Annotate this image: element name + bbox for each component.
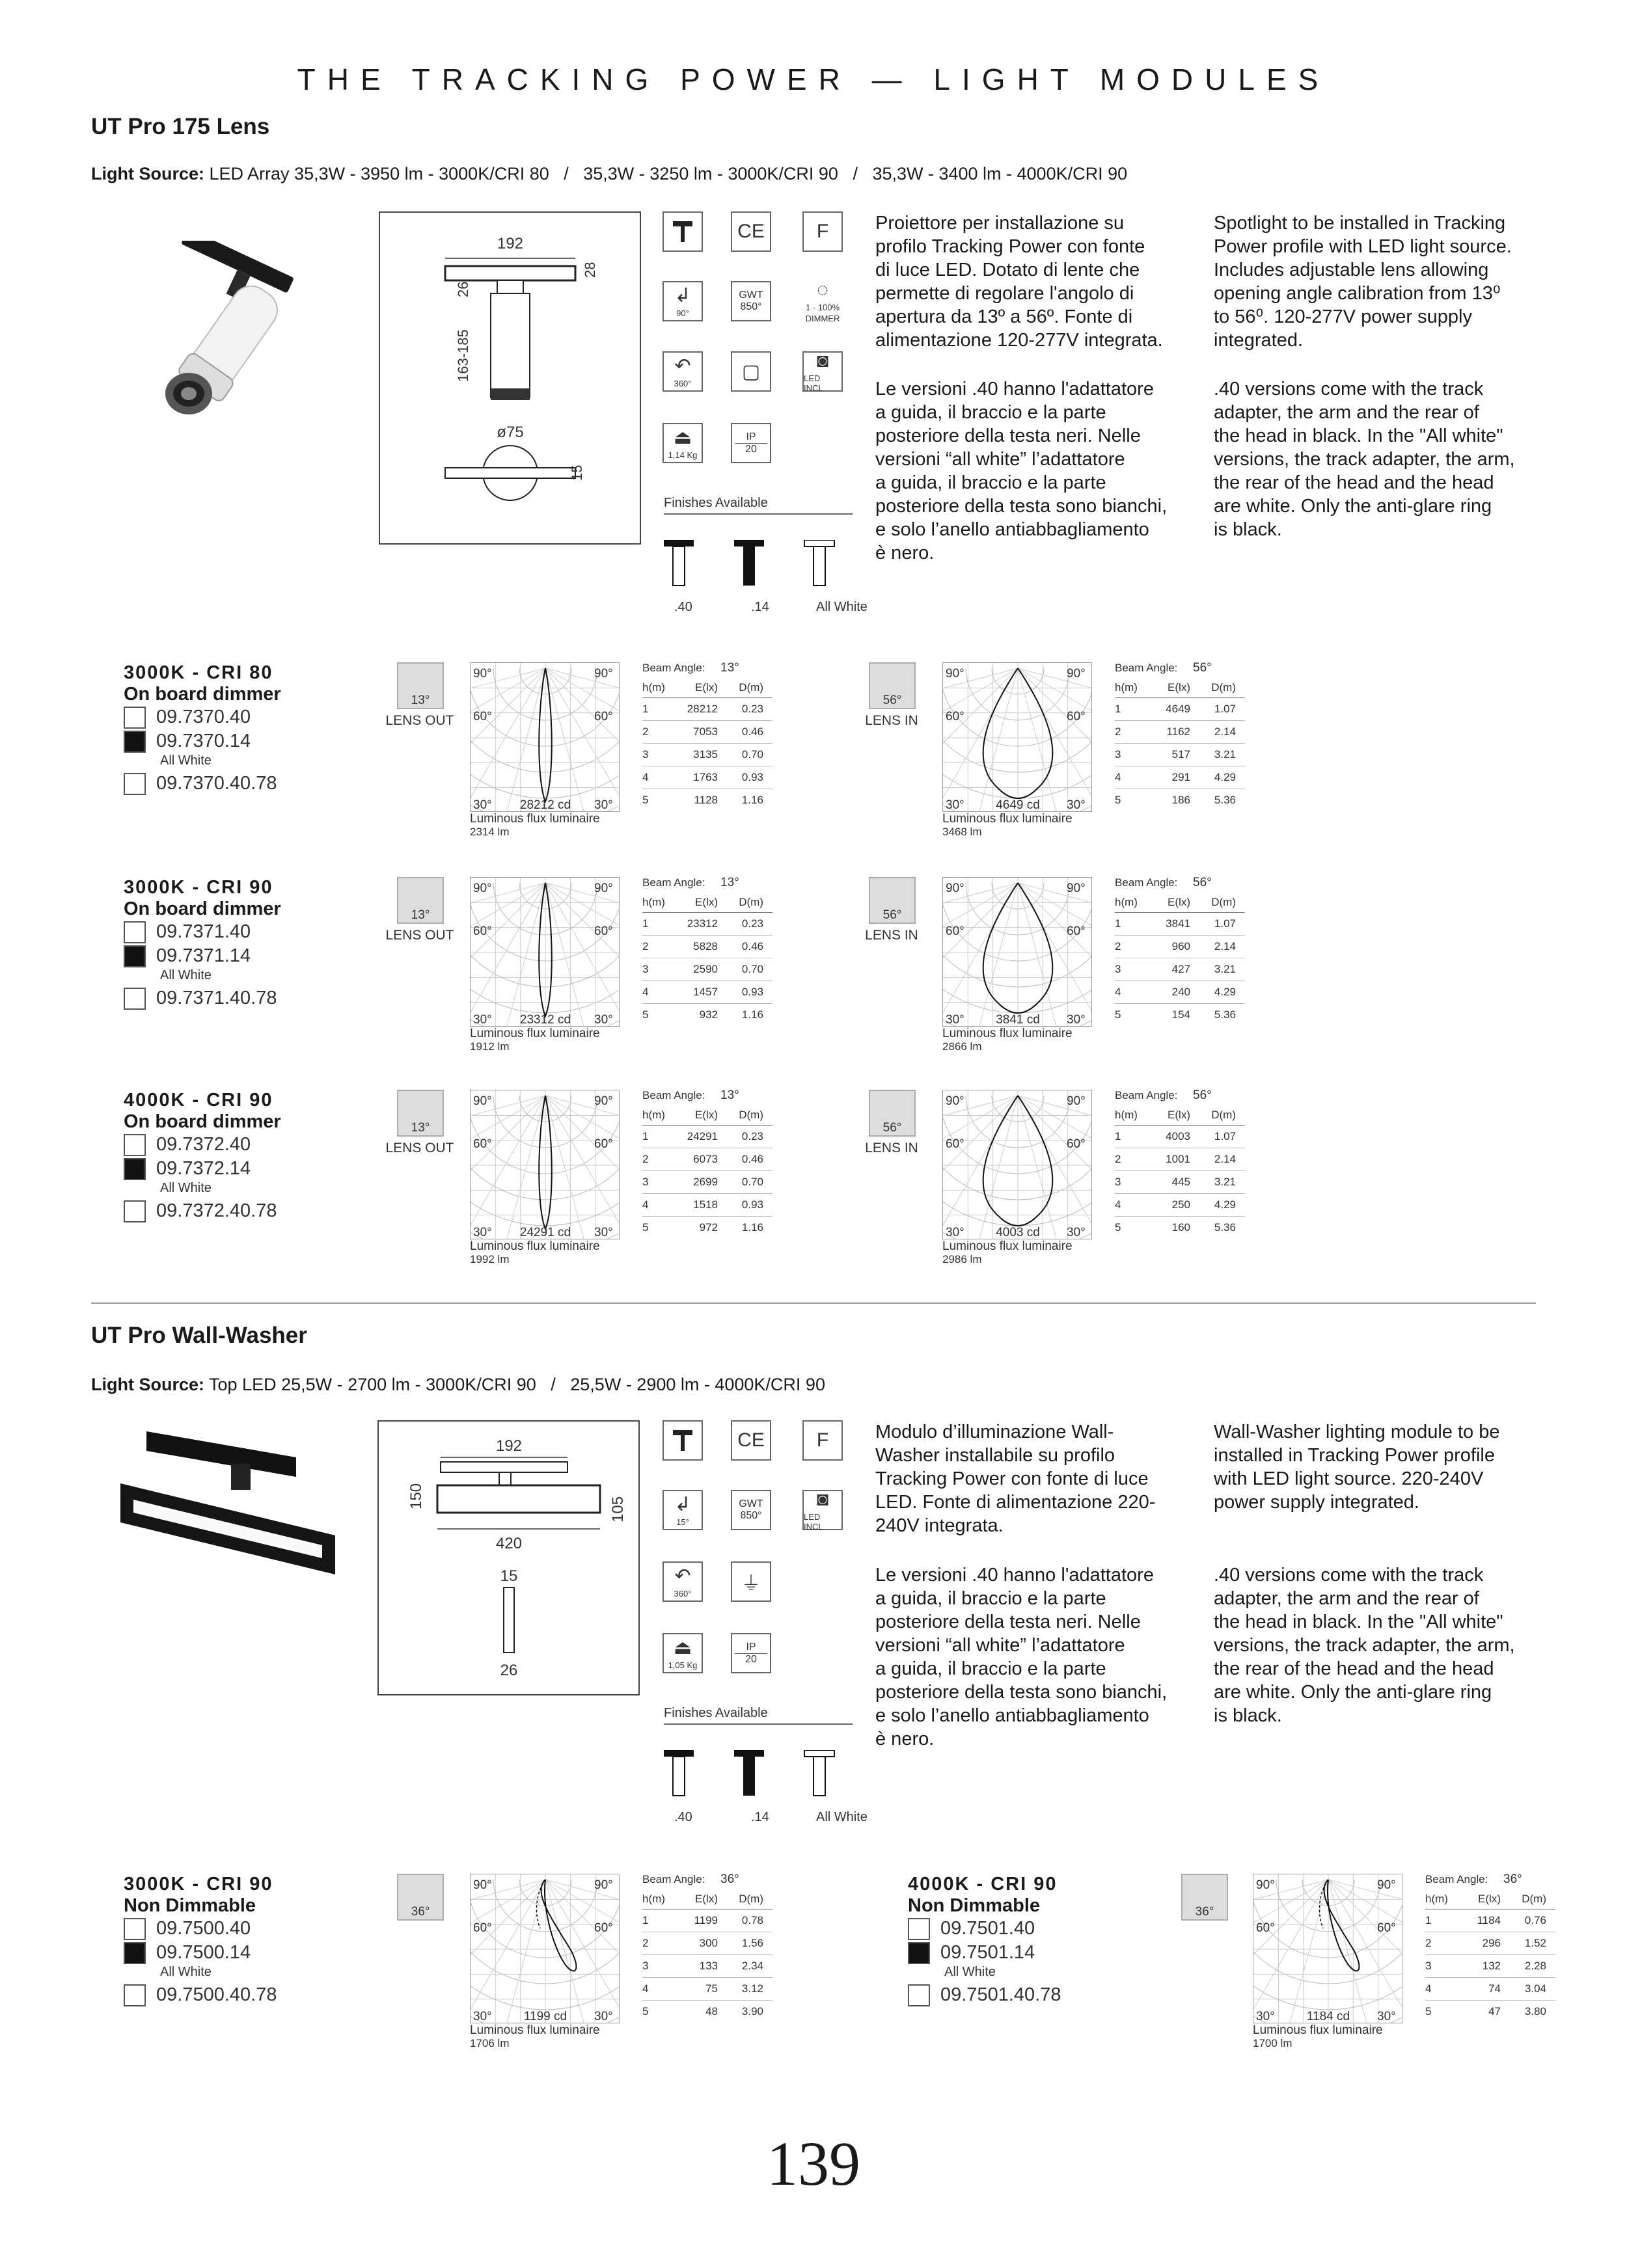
checkbox[interactable] xyxy=(124,1134,146,1156)
ip-rating-icon: IP 20 xyxy=(731,423,771,463)
table-row: 3 133 2.34 xyxy=(642,1955,772,1978)
ip-rating-icon: IP 20 xyxy=(731,1633,771,1673)
product-code: 09.7501.40.78 xyxy=(940,1984,1061,2005)
variant-group xyxy=(124,662,384,796)
svg-text:90°: 90° xyxy=(473,882,492,895)
variant-group xyxy=(124,1090,384,1223)
illuminance-table: Beam Angle: 56° h(m) E(lx) D(m) 1 4649 1.07 2 1162 2.14 3 517 3.21 4 291 4.29 5 186 5.36 xyxy=(1115,658,1245,811)
checkbox[interactable] xyxy=(124,1942,146,1964)
table-row: 3 2699 0.70 xyxy=(642,1171,772,1194)
finish-swatches xyxy=(664,540,859,592)
finish-40: .40 xyxy=(674,1810,692,1824)
description-italian: Proiettore per installazione su profilo Tracking Power con fonte di luce LED. Dotato di lente che permette di regolare l'angolo di apertura da 13º a 56º. Fonte di alimentazione 120-277V integrata. xyxy=(875,213,1163,351)
table-row: 4 250 4.29 xyxy=(1115,1194,1245,1217)
table-row: 4 240 4.29 xyxy=(1115,981,1245,1004)
svg-text:4003 cd: 4003 cd xyxy=(996,1226,1040,1239)
tilt-angle-icon: ↲ 90° xyxy=(663,281,703,321)
variant-title: 3000K - CRI 90 xyxy=(124,877,273,898)
beam-icon xyxy=(397,1090,444,1137)
svg-text:60°: 60° xyxy=(1256,1921,1275,1935)
svg-text:3841 cd: 3841 cd xyxy=(996,1013,1040,1027)
svg-text:ø75: ø75 xyxy=(497,424,524,441)
flux-label: Luminous flux luminaire xyxy=(470,812,600,826)
finish-40: .40 xyxy=(674,600,692,614)
table-row: 3 132 2.28 xyxy=(1425,1955,1555,1978)
beam-angle-value: 36° xyxy=(1503,1872,1522,1886)
technical-drawing xyxy=(379,211,641,545)
page-number: 139 xyxy=(767,2129,860,2198)
code-row xyxy=(124,1133,384,1157)
svg-text:90°: 90° xyxy=(946,1094,964,1108)
variant-subtitle: On board dimmer xyxy=(124,898,281,919)
flux-value: 2314 lm xyxy=(470,826,510,838)
svg-text:60°: 60° xyxy=(946,925,964,938)
dimmer-icon: ◌ 1 - 100% DIMMER xyxy=(802,281,843,321)
page-title: THE TRACKING POWER — LIGHT MODULES xyxy=(297,62,1330,96)
variant-title: 3000K - CRI 90 xyxy=(124,1874,273,1895)
svg-text:30°: 30° xyxy=(1067,798,1086,812)
variant-title: 3000K - CRI 80 xyxy=(124,662,273,683)
flux-value: 1992 lm xyxy=(470,1253,510,1265)
photometric-diagram xyxy=(942,1090,1092,1285)
beam-angle-value: 36° xyxy=(411,1905,430,1919)
ground-icon: ⏚ xyxy=(731,1561,771,1602)
all-white-label: All White xyxy=(160,1181,212,1195)
code-row xyxy=(124,729,384,753)
finish-swatches xyxy=(664,1750,859,1802)
description-english: Spotlight to be installed in Tracking Power profile with LED light source. Includes adjustable lens allowing opening angle calibration from 13⁰ to 56⁰. 120-277V power supply integrated. xyxy=(1214,213,1512,351)
beam-angle-value: 13° xyxy=(720,1088,739,1102)
beam-angle-value: 56° xyxy=(882,1121,902,1135)
beam-angle-value: 13° xyxy=(411,1121,430,1135)
table-row: 2 6073 0.46 xyxy=(642,1148,772,1171)
flux-label: Luminous flux luminaire xyxy=(470,2023,600,2037)
svg-text:60°: 60° xyxy=(473,1137,492,1151)
beam-angle-label: Beam Angle: xyxy=(1115,1089,1178,1101)
svg-text:15: 15 xyxy=(569,465,585,481)
beam-angle-value: 56° xyxy=(1193,1088,1212,1102)
beam-angle-value: 36° xyxy=(1195,1905,1214,1919)
light-source-label: Light Source: xyxy=(91,164,204,183)
svg-text:26: 26 xyxy=(455,281,471,297)
checkbox[interactable] xyxy=(908,1918,930,1940)
table-row: 3 427 3.21 xyxy=(1115,958,1245,981)
svg-text:90°: 90° xyxy=(594,1878,613,1892)
product-code: 09.7500.40.78 xyxy=(156,1984,277,2005)
lens-label: LENS IN xyxy=(865,1141,918,1155)
svg-text:90°: 90° xyxy=(1067,1094,1086,1108)
svg-text:60°: 60° xyxy=(473,710,492,723)
beam-angle-value: 36° xyxy=(720,1872,739,1886)
finish-14: .14 xyxy=(751,600,769,614)
table-row: 3 2590 0.70 xyxy=(642,958,772,981)
checkbox[interactable] xyxy=(124,1918,146,1940)
checkbox[interactable] xyxy=(124,731,146,753)
beam-angle-label: Beam Angle: xyxy=(642,876,705,889)
finish-white: All White xyxy=(816,1810,868,1824)
svg-text:90°: 90° xyxy=(473,667,492,681)
svg-text:24291 cd: 24291 cd xyxy=(519,1226,571,1239)
illuminance-table: Beam Angle: 36° h(m) E(lx) D(m) 1 1199 0.78 2 300 1.56 3 133 2.34 4 75 3.12 5 48 3.90 xyxy=(642,1870,772,2023)
finish-labels xyxy=(674,1810,868,1825)
checkbox[interactable] xyxy=(124,1158,146,1180)
checkbox[interactable] xyxy=(124,773,146,795)
beam-angle-label: Beam Angle: xyxy=(642,662,705,674)
table-row: 4 291 4.29 xyxy=(1115,766,1245,789)
product-code: 09.7370.40 xyxy=(156,707,251,727)
product-code: 09.7372.14 xyxy=(156,1158,251,1179)
table-row: 1 4003 1.07 xyxy=(1115,1126,1245,1148)
product-code: 09.7371.40 xyxy=(156,921,251,942)
table-row: 5 160 5.36 xyxy=(1115,1221,1236,1234)
photometric-diagram xyxy=(470,1090,620,1285)
svg-text:30°: 30° xyxy=(473,798,492,812)
variant-subtitle: On board dimmer xyxy=(124,684,281,705)
svg-text:60°: 60° xyxy=(946,710,964,723)
code-row xyxy=(124,986,384,1010)
svg-text:30°: 30° xyxy=(946,798,964,812)
table-row: 3 3135 0.70 xyxy=(642,744,772,766)
svg-text:60°: 60° xyxy=(1067,1137,1086,1151)
svg-text:23312 cd: 23312 cd xyxy=(519,1013,571,1027)
svg-text:90°: 90° xyxy=(1377,1878,1396,1892)
product-code: 09.7500.40 xyxy=(156,1918,251,1939)
code-row xyxy=(124,1917,384,1941)
f-mark-icon: F xyxy=(802,1420,843,1461)
product-code: 09.7500.14 xyxy=(156,1942,251,1963)
svg-text:30°: 30° xyxy=(946,1013,964,1027)
table-row: 2 5828 0.46 xyxy=(642,936,772,958)
light-source-value: LED Array 35,3W - 3950 lm - 3000K/CRI 80 / 35,3W - 3250 lm - 3000K/CRI 90 / 35,3W - 3400 lm - 4000K/CRI 90 xyxy=(209,164,1128,183)
technical-drawing-wallwasher xyxy=(377,1420,640,1695)
flux-value: 1706 lm xyxy=(470,2037,510,2049)
table-row: 2 960 2.14 xyxy=(1115,936,1245,958)
description-italian: Modulo d’illuminazione Wall- Washer installabile su profilo Tracking Power con fonte di luce LED. Fonte di alimentazione 220- 240V integrata. xyxy=(875,1422,1156,1536)
svg-text:60°: 60° xyxy=(1377,1921,1396,1935)
svg-text:90°: 90° xyxy=(1067,882,1086,895)
light-source-label: Light Source: xyxy=(91,1375,204,1394)
flux-label: Luminous flux luminaire xyxy=(942,1239,1073,1253)
light-source-value: Top LED 25,5W - 2700 lm - 3000K/CRI 90 / 25,5W - 2900 lm - 4000K/CRI 90 xyxy=(209,1375,825,1394)
svg-text:60°: 60° xyxy=(946,1137,964,1151)
table-row: 5 972 1.16 xyxy=(642,1221,763,1234)
beam-icon xyxy=(397,877,444,924)
checkbox[interactable] xyxy=(124,707,146,729)
svg-text:30°: 30° xyxy=(594,1226,613,1239)
variant-group xyxy=(124,877,384,1010)
flux-value: 3468 lm xyxy=(942,826,982,838)
code-row xyxy=(124,705,384,729)
lens-label: LENS OUT xyxy=(385,713,454,728)
table-row: 4 74 3.04 xyxy=(1425,1978,1555,2001)
class-icon: ▢ xyxy=(731,351,771,392)
table-row: 5 48 3.90 xyxy=(642,2005,763,2018)
finish-labels xyxy=(674,600,868,615)
variant-subtitle: Non Dimmable xyxy=(124,1895,256,1916)
ce-mark-icon: CE xyxy=(731,1420,771,1461)
illuminance-table: Beam Angle: 56° h(m) E(lx) D(m) 1 3841 1.07 2 960 2.14 3 427 3.21 4 240 4.29 5 154 5.36 xyxy=(1115,873,1245,1026)
flux-label: Luminous flux luminaire xyxy=(470,1027,600,1040)
product-code: 09.7372.40 xyxy=(156,1134,251,1155)
product-image-wallwasher xyxy=(107,1418,348,1594)
code-row xyxy=(908,1917,1168,1941)
flux-value: 1700 lm xyxy=(1253,2037,1292,2049)
variant-title: 4000K - CRI 90 xyxy=(124,1090,273,1111)
variant-title: 4000K - CRI 90 xyxy=(908,1874,1058,1895)
table-row: 2 7053 0.46 xyxy=(642,721,772,744)
table-row: 2 300 1.56 xyxy=(642,1932,772,1955)
led-incl-icon: ◙ LED INCL xyxy=(802,1490,843,1530)
svg-text:90°: 90° xyxy=(473,1094,492,1108)
beam-icon xyxy=(869,662,916,709)
table-row: 4 1457 0.93 xyxy=(642,981,772,1004)
svg-text:60°: 60° xyxy=(473,1921,492,1935)
code-row xyxy=(124,1941,384,1965)
table-row: 2 1162 2.14 xyxy=(1115,721,1245,744)
illuminance-table: Beam Angle: 13° h(m) E(lx) D(m) 1 28212 0.23 2 7053 0.46 3 3135 0.70 4 1763 0.93 5 1128 1.16 xyxy=(642,658,772,811)
table-row: 4 1518 0.93 xyxy=(642,1194,772,1217)
photometric-diagram xyxy=(1253,1874,1402,2069)
lens-label: LENS IN xyxy=(865,928,918,943)
variant-subtitle: Non Dimmable xyxy=(908,1895,1041,1916)
table-row: 2 296 1.52 xyxy=(1425,1932,1555,1955)
flux-label: Luminous flux luminaire xyxy=(470,1239,600,1253)
flux-label: Luminous flux luminaire xyxy=(1253,2023,1383,2037)
checkbox[interactable] xyxy=(124,945,146,967)
table-row: 1 28212 0.23 xyxy=(642,698,772,721)
svg-text:30°: 30° xyxy=(594,1013,613,1027)
description-italian-finishes: Le versioni .40 hanno l'adattatore a guida, il braccio e la parte posteriore della testa neri. Nelle versioni “all white” l’adattatore a guida, il braccio e la parte posteriore della testa sono bianchi, e solo l’anello antiabbagliamento è nero. xyxy=(875,379,1168,563)
table-row: 5 186 5.36 xyxy=(1115,794,1236,806)
table-row: 4 75 3.12 xyxy=(642,1978,772,2001)
variant-group xyxy=(124,1874,384,2007)
f-mark-icon: F xyxy=(802,211,843,252)
beam-icon xyxy=(869,877,916,924)
table-row: 2 1001 2.14 xyxy=(1115,1148,1245,1171)
lens-label: LENS OUT xyxy=(385,928,454,943)
svg-text:30°: 30° xyxy=(473,1013,492,1027)
svg-text:30°: 30° xyxy=(1256,2010,1275,2023)
table-row: 1 1184 0.76 xyxy=(1425,1910,1555,1932)
table-row: 1 3841 1.07 xyxy=(1115,913,1245,936)
finishes-label: Finishes Available xyxy=(664,1706,853,1725)
variant-subtitle: On board dimmer xyxy=(124,1111,281,1132)
product-code: 09.7370.40.78 xyxy=(156,773,277,794)
svg-text:28: 28 xyxy=(582,262,598,278)
checkbox[interactable] xyxy=(124,1984,146,2006)
lens-label: LENS OUT xyxy=(385,1141,454,1155)
track-icon xyxy=(663,1420,703,1461)
gwt-icon: GWT 850° xyxy=(731,281,771,321)
code-row xyxy=(124,772,384,796)
checkbox[interactable] xyxy=(908,1984,930,2006)
svg-text:90°: 90° xyxy=(594,882,613,895)
table-row: 1 23312 0.23 xyxy=(642,913,772,936)
svg-text:60°: 60° xyxy=(594,925,613,938)
svg-text:60°: 60° xyxy=(473,925,492,938)
table-row: 3 517 3.21 xyxy=(1115,744,1245,766)
svg-text:192: 192 xyxy=(497,235,524,252)
section-title: UT Pro 175 Lens xyxy=(91,114,270,139)
svg-text:60°: 60° xyxy=(594,1137,613,1151)
svg-text:15: 15 xyxy=(500,1567,518,1585)
beam-icon xyxy=(397,1874,444,1921)
beam-angle-value: 13° xyxy=(411,908,430,922)
svg-text:90°: 90° xyxy=(946,882,964,895)
light-source-line-wallwasher xyxy=(91,1375,825,1395)
code-row xyxy=(124,944,384,968)
svg-text:150: 150 xyxy=(407,1483,425,1509)
svg-text:30°: 30° xyxy=(594,798,613,812)
beam-angle-value: 56° xyxy=(882,694,902,707)
table-row: 1 4649 1.07 xyxy=(1115,698,1245,721)
description-english: Wall-Washer lighting module to be installed in Tracking Power profile with LED light source. 220-240V power supply integrated. xyxy=(1214,1422,1500,1513)
beam-angle-value: 13° xyxy=(411,694,430,707)
beam-angle-label: Beam Angle: xyxy=(642,1873,705,1885)
beam-angle-label: Beam Angle: xyxy=(1425,1873,1488,1885)
code-row xyxy=(124,1983,384,2007)
svg-text:4649 cd: 4649 cd xyxy=(996,798,1040,812)
product-code: 09.7370.14 xyxy=(156,731,251,751)
beam-icon xyxy=(869,1090,916,1137)
flux-value: 1912 lm xyxy=(470,1040,510,1053)
svg-text:30°: 30° xyxy=(1377,2010,1396,2023)
svg-text:90°: 90° xyxy=(594,1094,613,1108)
svg-text:60°: 60° xyxy=(1067,710,1086,723)
product-code: 09.7371.14 xyxy=(156,945,251,966)
svg-text:60°: 60° xyxy=(594,710,613,723)
code-row xyxy=(124,1199,384,1223)
section-title-wallwasher: UT Pro Wall-Washer xyxy=(91,1323,307,1348)
description-italian-finishes: Le versioni .40 hanno l'adattatore a guida, il braccio e la parte posteriore della testa neri. Nelle versioni “all white” l’adattatore a guida, il braccio e la parte posteriore della testa sono bianchi, e solo l’anello antiabbagliamento è nero. xyxy=(875,1565,1168,1749)
section-divider xyxy=(91,1303,1536,1304)
beam-angle-value: 56° xyxy=(1193,661,1212,675)
beam-angle-label: Beam Angle: xyxy=(642,1089,705,1101)
code-row xyxy=(124,1157,384,1181)
svg-text:1199 cd: 1199 cd xyxy=(523,2010,567,2023)
illuminance-table: Beam Angle: 13° h(m) E(lx) D(m) 1 24291 0.23 2 6073 0.46 3 2699 0.70 4 1518 0.93 5 972 1.16 xyxy=(642,1086,772,1239)
svg-text:90°: 90° xyxy=(946,667,964,681)
beam-angle-value: 56° xyxy=(882,908,902,922)
rotation-icon: ↶ 360° xyxy=(663,351,703,392)
svg-text:26: 26 xyxy=(500,1662,518,1679)
checkbox[interactable] xyxy=(124,1200,146,1222)
product-image-spotlight xyxy=(143,241,325,423)
ce-mark-icon: CE xyxy=(731,211,771,252)
photometric-diagram xyxy=(470,877,620,1072)
description-english-finishes: .40 versions come with the track adapter, the arm and the rear of the head in black. In the "All white" versions, the track adapter, the arm, the rear of the head and the head are white. Only the anti-glare ring is black. xyxy=(1214,379,1515,540)
svg-text:30°: 30° xyxy=(1067,1013,1086,1027)
svg-text:163-185: 163-185 xyxy=(455,329,471,382)
checkbox[interactable] xyxy=(124,921,146,943)
svg-text:90°: 90° xyxy=(473,1878,492,1892)
svg-text:90°: 90° xyxy=(1256,1878,1275,1892)
light-source-line xyxy=(91,164,1127,184)
flux-label: Luminous flux luminaire xyxy=(942,812,1073,826)
svg-text:90°: 90° xyxy=(594,667,613,681)
svg-text:60°: 60° xyxy=(1067,925,1086,938)
flux-label: Luminous flux luminaire xyxy=(942,1027,1073,1040)
code-row xyxy=(908,1983,1168,2007)
table-row: 3 445 3.21 xyxy=(1115,1171,1245,1194)
variant-group xyxy=(908,1874,1168,2007)
flux-value: 2866 lm xyxy=(942,1040,982,1053)
photometric-diagram xyxy=(942,662,1092,857)
svg-text:30°: 30° xyxy=(946,1226,964,1239)
lens-label: LENS IN xyxy=(865,713,918,728)
finishes-label: Finishes Available xyxy=(664,496,853,515)
table-row: 5 154 5.36 xyxy=(1115,1008,1236,1021)
table-row: 5 932 1.16 xyxy=(642,1008,763,1021)
svg-text:30°: 30° xyxy=(473,1226,492,1239)
all-white-label: All White xyxy=(160,753,212,768)
checkbox[interactable] xyxy=(124,988,146,1010)
photometric-diagram xyxy=(470,662,620,857)
beam-icon xyxy=(397,662,444,709)
svg-text:420: 420 xyxy=(495,1535,523,1552)
svg-text:1184 cd: 1184 cd xyxy=(1306,2010,1350,2023)
svg-text:60°: 60° xyxy=(594,1921,613,1935)
product-code: 09.7371.40.78 xyxy=(156,988,277,1008)
finish-14: .14 xyxy=(751,1810,769,1824)
gwt-icon: GWT 850° xyxy=(731,1490,771,1530)
svg-text:28212 cd: 28212 cd xyxy=(519,798,571,812)
code-row xyxy=(124,920,384,944)
table-row: 1 24291 0.23 xyxy=(642,1126,772,1148)
illuminance-table: Beam Angle: 13° h(m) E(lx) D(m) 1 23312 0.23 2 5828 0.46 3 2590 0.70 4 1457 0.93 5 932 1.16 xyxy=(642,873,772,1026)
beam-angle-value: 56° xyxy=(1193,876,1212,889)
beam-angle-label: Beam Angle: xyxy=(1115,662,1178,674)
product-code: 09.7501.14 xyxy=(940,1942,1035,1963)
all-white-label: All White xyxy=(160,968,212,982)
svg-text:30°: 30° xyxy=(1067,1226,1086,1239)
photometric-diagram xyxy=(470,1874,620,2069)
beam-angle-value: 13° xyxy=(720,661,739,675)
product-code: 09.7372.40.78 xyxy=(156,1200,277,1221)
rotation-icon: ↶ 360° xyxy=(663,1561,703,1602)
svg-text:30°: 30° xyxy=(473,2010,492,2023)
beam-icon xyxy=(1181,1874,1228,1921)
code-row xyxy=(908,1941,1168,1965)
illuminance-table: Beam Angle: 36° h(m) E(lx) D(m) 1 1184 0.76 2 296 1.52 3 132 2.28 4 74 3.04 5 47 3.80 xyxy=(1425,1870,1555,2023)
beam-angle-label: Beam Angle: xyxy=(1115,876,1178,889)
description-english-finishes: .40 versions come with the track adapter, the arm and the rear of the head in black. In the "All white" versions, the track adapter, the arm, the rear of the head and the head are white. Only the anti-glare ring is black. xyxy=(1214,1565,1515,1726)
svg-text:30°: 30° xyxy=(594,2010,613,2023)
flux-value: 2986 lm xyxy=(942,1253,982,1265)
led-incl-icon: ◙ LED INCL xyxy=(802,351,843,392)
photometric-diagram xyxy=(942,877,1092,1072)
table-row: 5 47 3.80 xyxy=(1425,2005,1546,2018)
table-row: 5 1128 1.16 xyxy=(642,794,763,806)
finish-white: All White xyxy=(816,600,868,614)
weight-icon: ⏏ 1,05 Kg xyxy=(663,1633,703,1673)
all-white-label: All White xyxy=(944,1965,996,1979)
checkbox[interactable] xyxy=(908,1942,930,1964)
svg-text:105: 105 xyxy=(609,1496,627,1522)
tilt-angle-icon: ↲ 15° xyxy=(663,1490,703,1530)
svg-text:192: 192 xyxy=(495,1437,523,1455)
track-icon xyxy=(663,211,703,252)
product-code: 09.7501.40 xyxy=(940,1918,1035,1939)
weight-icon: ⏏ 1,14 Kg xyxy=(663,423,703,463)
svg-text:90°: 90° xyxy=(1067,667,1086,681)
table-row: 4 1763 0.93 xyxy=(642,766,772,789)
beam-angle-value: 13° xyxy=(720,876,739,889)
illuminance-table: Beam Angle: 56° h(m) E(lx) D(m) 1 4003 1.07 2 1001 2.14 3 445 3.21 4 250 4.29 5 160 5.36 xyxy=(1115,1086,1245,1239)
all-white-label: All White xyxy=(160,1965,212,1979)
table-row: 1 1199 0.78 xyxy=(642,1910,772,1932)
